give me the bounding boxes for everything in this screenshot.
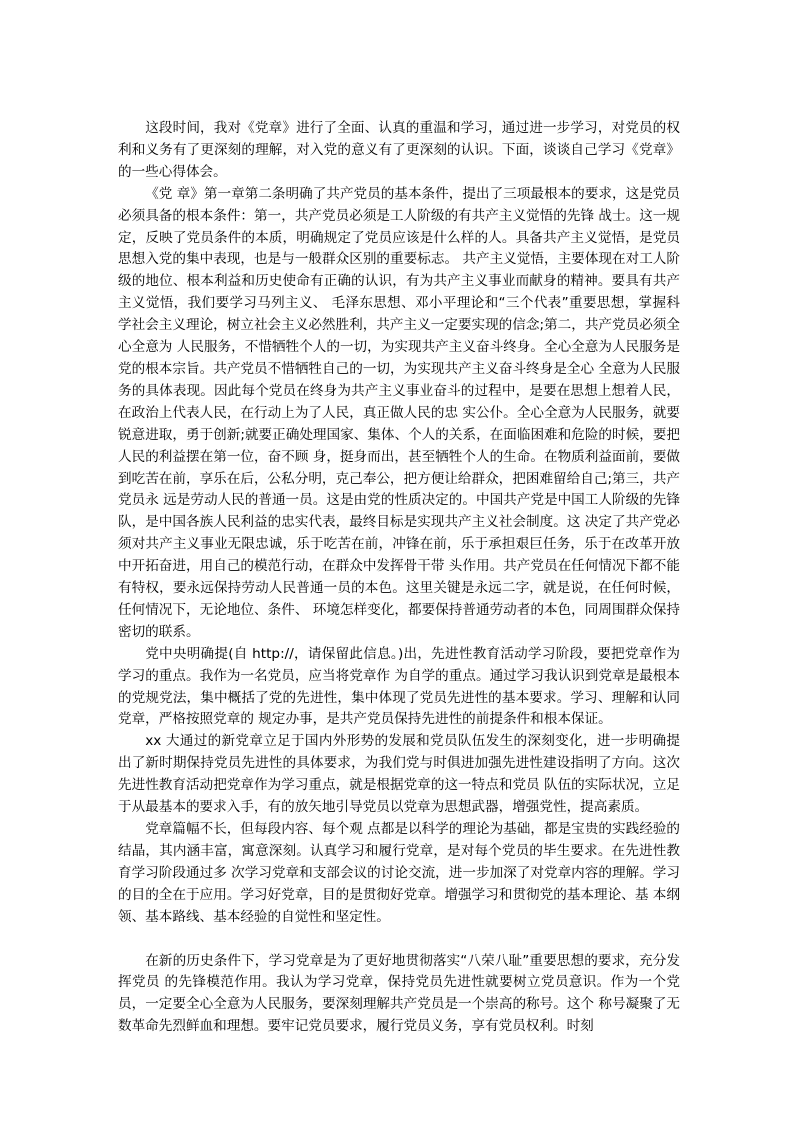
paragraph-basic-conditions: 《党 章》第一章第二条明确了共产党员的基本条件，提出了三项最根本的要求，这是党员必须具备的根本条件：第一，共产党员必须是工人阶级的有共产主义觉悟的先锋 战士。这一规定，反映了党员条件的本质，明确规定了党员应该是什么样的人。具备共产主义觉悟，是党员思想入党的集中表现，也是与一般群众区别的重要标志。 共产主义觉悟，主要体现在对工人阶级的地位、根本利益和历史使命有正确的认识，有为共产主义事业而献身的精神。要具有共产主义觉悟，我们要学习马列主义、 毛泽东思想、邓小平理论和“三个代表”重要思想，掌握科学社会主义理论，树立社会主义必然胜利，共产主义一定要实现的信念;第二，共产党员必须全心全意为 人民服务，不惜牺牲个人的一切，为实现共产主义奋斗终身。全心全意为人民服务是党的根本宗旨。共产党员不惜牺牲自己的一切，为实现共产主义奋斗终身是全心 全意为人民服务的具体表现。因此每个党员在终身为共产主义事业奋斗的过程中，是要在思想上想着人民，在政治上代表人民，在行动上为了人民，真正做人民的忠 实公仆。全心全意为人民服务，就要锐意进取，勇于创新;就要正确处理国家、集体、个人的关系，在面临困难和危险的时候，要把人民的利益摆在第一位，奋不顾 身，挺身而出，甚至牺牲个人的生命。在物质利益面前，要做到吃苦在前，享乐在后，公私分明，克己奉公，把方便让给群众，把困难留给自己;第三，共产党员永 远是劳动人民的普通一员。这是由党的性质决定的。中国共产党是中国工人阶级的先锋队，是中国各族人民利益的忠实代表，最终目标是实现共产主义社会制度。这 决定了共产党必须对共产主义事业无限忠诚，乐于吃苦在前，冲锋在前，乐于承担艰巨任务，乐于在改革开放中开拓奋进，用自己的模范行动，在群众中发挥骨干带 头作用。共产党员在任何情况下都不能有特权，要永远保持劳动人民普通一员的本色。这里关键是永远二字，就是说，在任何时候，任何情况下，无论地位、条件、 环境怎样变化，都要保持普通劳动者的本色，同周围群众保持密切的联系。 xyxy=(118,185,680,640)
paragraph-party-awareness: 在新的历史条件下，学习党章是为了更好地贯彻落实“八荣八耻”重要思想的要求，充分发挥党员 的先锋模范作用。我认为学习党章，保持党员先进性就要树立党员意识。作为一个党员，一定要全心全意为人民服务，要深刻理解共产党员是一个崇高的称号。这个 称号凝聚了无数革命先烈鲜血和理想。要牢记党员要求，履行党员义务，享有党员权利。时刻 xyxy=(118,952,680,1035)
paragraph-study-focus: 党中央明确提(自 http://，请保留此信息。)出，先进性教育活动学习阶段，要把党章作为学习的重点。我作为一名党员，应当将党章作 为自学的重点。通过学习我认识到党章是最根本的党规党法，集中概括了党的先进性，集中体现了党员先进性的基本要求。学习、理解和认同党章，严格按照党章的 规定办事，是共产党员保持先进性的前提条件和根本保证。 xyxy=(118,645,680,728)
paragraph-intro: 这段时间，我对《党章》进行了全面、认真的重温和学习，通过进一步学习，对党员的权利和义务有了更深刻的理解，对入党的意义有了更深刻的认识。下面，谈谈自己学习《党章》的一些心得体会。 xyxy=(118,120,680,180)
paragraph-study-application: 党章篇幅不长，但每段内容、每个观 点都是以科学的理论为基础，都是宝贵的实践经验的结晶，其内涵丰富，寓意深刻。认真学习和履行党章，是对每个党员的毕生要求。在先进性教育学习阶段通过多 次学习党章和支部会议的讨论交流，进一步加深了对党章内容的理解。学习的目的全在于应用。学习好党章，目的是贯彻好党章。增强学习和贯彻党的基本理论、基 本纲领、基本路线、基本经验的自觉性和坚定性。 xyxy=(118,821,680,925)
document-page xyxy=(118,118,680,1038)
paragraph-new-party-constitution: xx 大通过的新党章立足于国内外形势的发展和党员队伍发生的深刻变化，进一步明确提 出了新时期保持党员先进性的具体要求，为我们党与时俱进加强先进性建设指明了方向。这次先进性教育活动把党章作为学习重点，就是根据党章的这一特点和党员 队伍的实际状况，立足于从最基本的要求入手，有的放矢地引导党员以党章为思想武器，增强党性，提高素质。 xyxy=(118,733,680,816)
